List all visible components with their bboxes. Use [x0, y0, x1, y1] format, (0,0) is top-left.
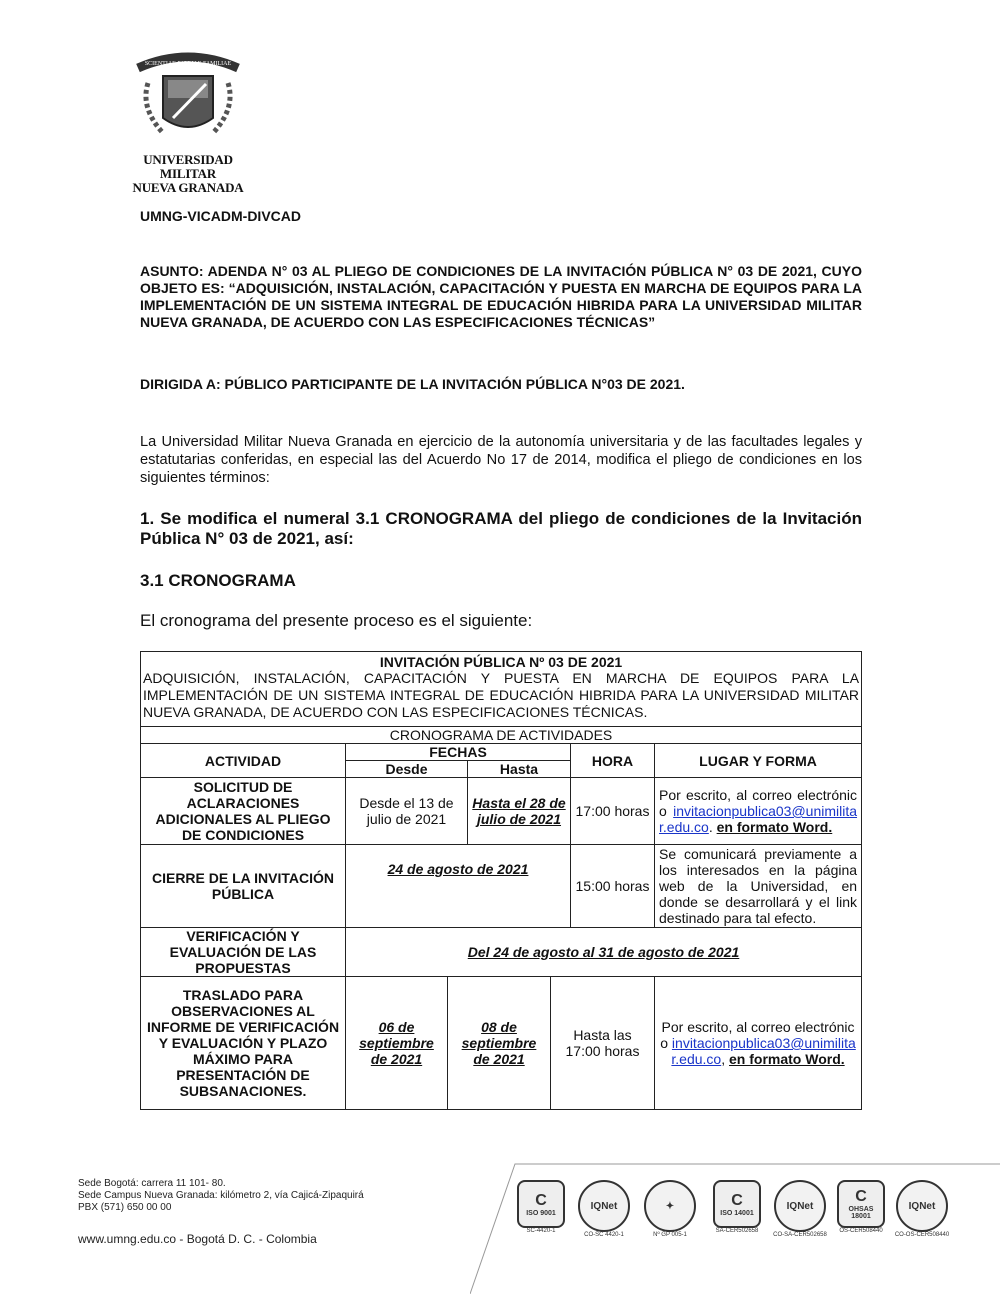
row2-hora: 15:00 horas: [571, 845, 655, 928]
cert-iqnet-2-code: CO-SA-CER502658: [773, 1232, 827, 1238]
cert-ohsas: [834, 1180, 888, 1234]
cert-iqnet-3: [890, 1180, 954, 1238]
cert-iso9001: [514, 1180, 568, 1234]
row4-actividad: TRASLADO PARA OBSERVACIONES AL INFORME DE VERIFICACIÓN Y EVALUACIÓN Y PLAZO MÁXIMO PARA PRESENTACIÓN DE SUBSANACIONES.: [141, 977, 346, 1110]
footer-website: www.umng.edu.co - Bogotá D. C. - Colombia: [78, 1232, 317, 1246]
icontec-logo-icon: C ISO 14001: [713, 1180, 761, 1228]
header-desde: Desde: [346, 761, 468, 778]
iqnet-seal-icon: IQNet: [774, 1180, 826, 1232]
logo-name-line1: UNIVERSIDAD MILITAR: [143, 152, 233, 181]
cert-iso9001-code: SC-4420-1: [526, 1228, 556, 1234]
row4-lugar-sep: ,: [721, 1051, 726, 1067]
footer-line-3: PBX (571) 650 00 00: [78, 1202, 172, 1213]
row1-actividad: SOLICITUD DE ACLARACIONES ADICIONALES AL PLIEGO DE CONDICIONES: [141, 778, 346, 845]
iqnet-seal-icon: IQNet: [578, 1180, 630, 1232]
row4-hora: Hasta las 17:00 horas: [551, 977, 655, 1110]
row4-lugar-format: en formato Word.: [729, 1051, 845, 1067]
row1-desde: Desde el 13 de julio de 2021: [346, 778, 468, 845]
cert-iqnet-1: [575, 1180, 633, 1238]
cert-ohsas-label: OHSAS 18001: [848, 1206, 874, 1220]
row3-actividad: VERIFICACIÓN Y EVALUACIÓN DE LAS PROPUESTAS: [141, 928, 346, 977]
table-title: INVITACIÓN PÚBLICA Nº 03 DE 2021: [379, 654, 623, 670]
table-subtitle-row: [141, 727, 862, 744]
addressee-line: DIRIGIDA A: PÚBLICO PARTICIPANTE DE LA INVITACIÓN PÚBLICA N°03 DE 2021.: [140, 376, 685, 392]
table-row: [141, 778, 862, 845]
shield-crest-icon: [128, 48, 248, 148]
row1-lugar: [655, 778, 862, 845]
header-row: [141, 744, 862, 761]
row1-lugar-format: en formato Word.: [716, 819, 833, 835]
row4-lugar: [655, 977, 862, 1110]
footer-line-1: Sede Bogotá: carrera 11 101- 80.: [78, 1178, 226, 1189]
row1-hasta: Hasta el 28 de julio de 2021: [468, 778, 571, 845]
footer-line-2: Sede Campus Nueva Granada: kilómetro 2, vía Cajicá-Zipaquirá: [78, 1190, 364, 1201]
row1-email-link[interactable]: invitacionpublica03@unimilitar.edu.co: [659, 803, 858, 835]
gp-seal-icon: ✦: [644, 1180, 696, 1232]
cert-iqnet-3-code: CO-OS-CER508440: [894, 1232, 950, 1238]
row4-hasta: 08 de septiembre de 2021: [448, 977, 551, 1110]
intro-paragraph: La Universidad Militar Nueva Granada en ejercicio de la autonomía universitaria y de las facultades legales y estatutarias conferidas, en especial las del Acuerdo No 17 de 2014, modifica el pliego de condiciones en los siguientes términos:: [140, 434, 862, 486]
table-title-row: [141, 652, 862, 727]
row3-fecha: Del 24 de agosto al 31 de agosto de 2021: [346, 928, 862, 977]
header-lugar: LUGAR Y FORMA: [655, 744, 862, 778]
table-row: [141, 928, 862, 977]
footer-address: [78, 1178, 364, 1214]
cert-iqnet-1-code: CO-SC 4420-1: [584, 1232, 624, 1238]
section-1-heading: 1. Se modifica el numeral 3.1 CRONOGRAMA del pliego de condiciones de la Invitación Pública N° 03 de 2021, así:: [140, 509, 862, 548]
cert-iso9001-label: ISO 9001: [526, 1209, 556, 1217]
row1-lugar-text: Por escrito, al correo electrónico: [659, 787, 858, 819]
row2-lugar: Se comunicará previamente a los interesados en la página web de la Universidad, en donde se desarrollará y el link destinado para tal efecto.: [655, 845, 862, 928]
table-subtitle: CRONOGRAMA DE ACTIVIDADES: [141, 727, 862, 744]
schedule-table: [140, 651, 862, 1110]
cert-iso14001: [708, 1180, 766, 1234]
table-row: [141, 977, 862, 1110]
section-3-1-heading: 3.1 CRONOGRAMA: [140, 571, 296, 590]
table-object: ADQUISICIÓN, INSTALACIÓN, CAPACITACIÓN Y PUESTA EN MARCHA DE EQUIPOS PARA LA IMPLEMENTACIÓN DE UN SISTEMA INTEGRAL DE EDUCACIÓN HIBRIDA PARA LA UNIVERSIDAD MILITAR NUEVA GRANADA, DE ACUERDO CON LAS ESPECIFICACIONES TÉCNICAS.: [143, 670, 860, 720]
row1-hora: 17:00 horas: [571, 778, 655, 845]
subject-paragraph: ASUNTO: ADENDA N° 03 AL PLIEGO DE CONDICIONES DE LA INVITACIÓN PÚBLICA N° 03 DE 2021, CUYO OBJETO ES: “ADQUISICIÓN, INSTALACIÓN, CAPACITACIÓN Y PUESTA EN MARCHA DE EQUIPOS PARA LA IMPLEMENTACIÓN DE UN SISTEMA INTEGRAL DE EDUCACIÓN HIBRIDA PARA LA UNIVERSIDAD MILITAR NUEVA GRANADA, DE ACUERDO CON LAS ESPECIFICACIONES TÉCNICAS”: [140, 263, 862, 330]
university-logo: [128, 48, 248, 195]
schedule-intro: El cronograma del presente proceso es el siguiente:: [140, 611, 533, 630]
cert-iso14001-label: ISO 14001: [720, 1209, 754, 1217]
iqnet-seal-icon: IQNet: [896, 1180, 948, 1232]
row4-email-link[interactable]: invitacionpublica03@unimilitar.edu.co: [671, 1035, 856, 1067]
logo-name-line2: NUEVA GRANADA: [132, 180, 244, 195]
logo-motto: SCIENTIAE PATRIAE FAMILIAE: [144, 61, 232, 67]
row4-desde: 06 de septiembre de 2021: [346, 977, 448, 1110]
header-fechas: FECHAS: [346, 744, 571, 761]
header-hasta: Hasta: [468, 761, 571, 778]
cert-gp-code: Nº GP 005-1: [653, 1232, 687, 1238]
cert-ohsas-code: OS-CER508440: [839, 1228, 883, 1234]
cert-iso14001-code: SA-CER502658: [715, 1228, 759, 1234]
header-actividad: ACTIVIDAD: [141, 744, 346, 778]
table-row: [141, 845, 862, 928]
row1-lugar-sep: .: [708, 819, 713, 835]
row2-fecha: 24 de agosto de 2021: [346, 845, 571, 928]
cert-iqnet-2: [768, 1180, 832, 1238]
row2-actividad: CIERRE DE LA INVITACIÓN PÚBLICA: [141, 845, 346, 928]
header-hora: HORA: [571, 744, 655, 778]
icontec-logo-icon: C ISO 9001: [517, 1180, 565, 1228]
icontec-logo-icon: C OHSAS 18001: [837, 1180, 885, 1228]
row4-lugar-text: Por escrito, al correo electrónico: [660, 1019, 855, 1051]
cert-gp: [640, 1180, 700, 1238]
document-reference: UMNG-VICADM-DIVCAD: [140, 208, 301, 224]
